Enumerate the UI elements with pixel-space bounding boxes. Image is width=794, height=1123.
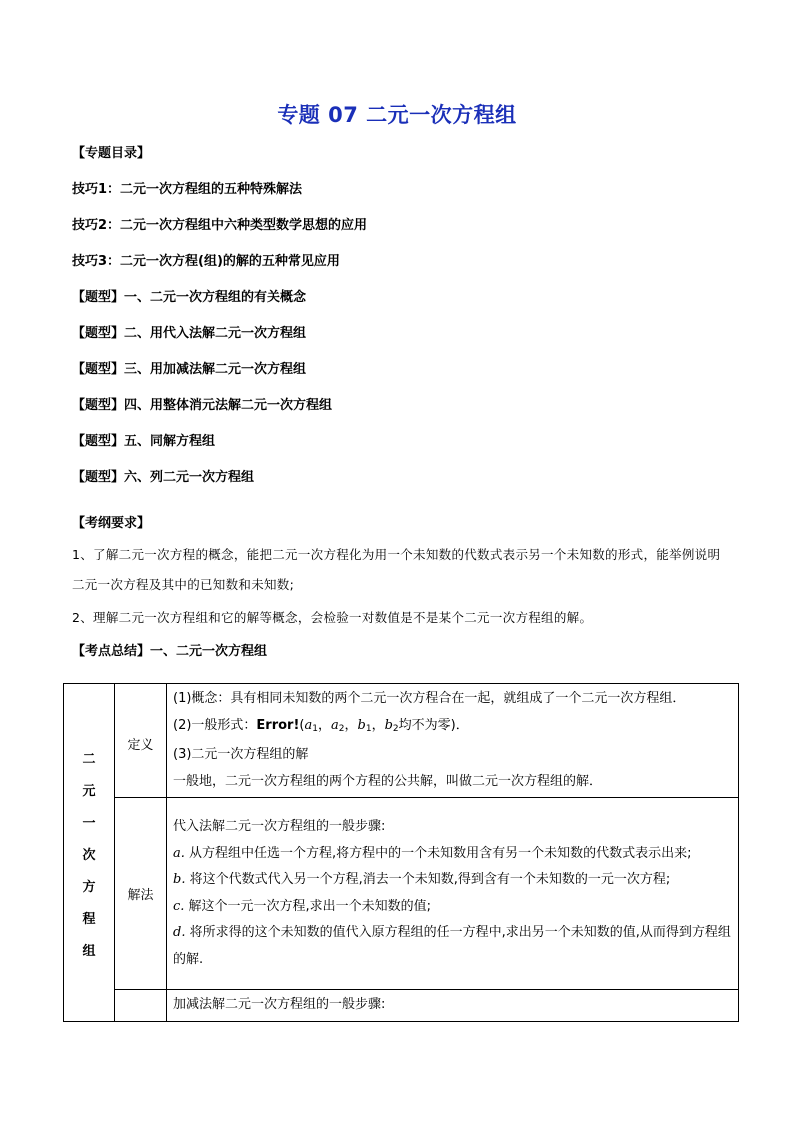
substitution-title: 代入法解二元一次方程组的一般步骤: xyxy=(173,819,386,834)
vertical-char: 方 xyxy=(82,879,96,895)
definition-label: 定义 xyxy=(115,684,167,798)
vertical-char: 一 xyxy=(82,815,96,831)
definition-general-form: (2)一般形式：$Error!(a_1$，$a_2$，$b_1$，$b_2$均不为零)． xyxy=(173,717,469,734)
definition-solution-title: (3)二元一次方程组的解 xyxy=(173,747,309,762)
toc-item: 技巧3：二元一次方程(组)的解的五种常见应用 xyxy=(72,254,340,269)
substitution-step: c. 解这个一元一次方程,求出一个未知数的值; xyxy=(173,898,432,914)
method-label: 解法 xyxy=(115,798,167,990)
elimination-content xyxy=(167,990,739,1022)
substitution-step: a. 从方程组中任选一个方程,将方程中的一个未知数用含有另一个未知数的代数式表示出来; xyxy=(173,845,692,861)
toc-header: 【专题目录】 xyxy=(72,146,151,161)
toc-item: 【题型】一、二元一次方程组的有关概念 xyxy=(72,290,307,305)
definition-concept: (1)概念：具有相同未知数的两个二元一次方程合在一起，就组成了一个二元一次方程组． xyxy=(173,691,686,706)
summary-header: 【考点总结】一、二元一次方程组 xyxy=(72,644,268,659)
toc-item: 【题型】五、同解方程组 xyxy=(72,434,216,449)
vertical-char: 程 xyxy=(82,911,96,927)
requirements-header: 【考纲要求】 xyxy=(72,516,151,531)
toc-item: 【题型】三、用加减法解二元一次方程组 xyxy=(72,362,307,377)
vertical-char: 组 xyxy=(82,943,96,959)
page-title: 专题 07 二元一次方程组 xyxy=(277,103,517,127)
requirement-item: 1、了解二元一次方程的概念，能把二元一次方程化为用一个未知数的代数式表示另一个未知数的形式，能举例说明二元一次方程及其中的已知数和未知数; xyxy=(72,547,721,592)
vertical-char: 次 xyxy=(82,847,96,863)
toc-item: 技巧1：二元一次方程组的五种特殊解法 xyxy=(72,182,303,197)
method-content xyxy=(167,798,739,990)
topic-vertical-label xyxy=(64,684,115,1022)
vertical-char: 二 xyxy=(82,751,96,767)
vertical-char: 元 xyxy=(82,783,96,799)
definition-content xyxy=(167,684,739,798)
requirement-item: 2、理解二元一次方程组和它的解等概念，会检验一对数值是不是某个二元一次方程组的解。 xyxy=(72,610,593,625)
toc-item: 【题型】六、列二元一次方程组 xyxy=(72,470,255,485)
substitution-step: d. 将所求得的这个未知数的值代入原方程组的任一方程中,求出另一个未知数的值,从而得到方程组的解. xyxy=(173,925,731,967)
summary-table xyxy=(63,683,739,1022)
toc-item: 【题型】四、用整体消元法解二元一次方程组 xyxy=(72,398,333,413)
definition-solution-text: 一般地，二元一次方程组的两个方程的公共解，叫做二元一次方程组的解． xyxy=(173,773,603,789)
toc-item: 技巧2：二元一次方程组中六种类型数学思想的应用 xyxy=(72,218,368,233)
substitution-step: b. 将这个代数式代入另一个方程,消去一个未知数,得到含有一个未知数的一元一次方程; xyxy=(173,872,671,887)
toc-item: 【题型】二、用代入法解二元一次方程组 xyxy=(72,326,307,341)
elimination-title: 加减法解二元一次方程组的一般步骤: xyxy=(173,997,386,1013)
